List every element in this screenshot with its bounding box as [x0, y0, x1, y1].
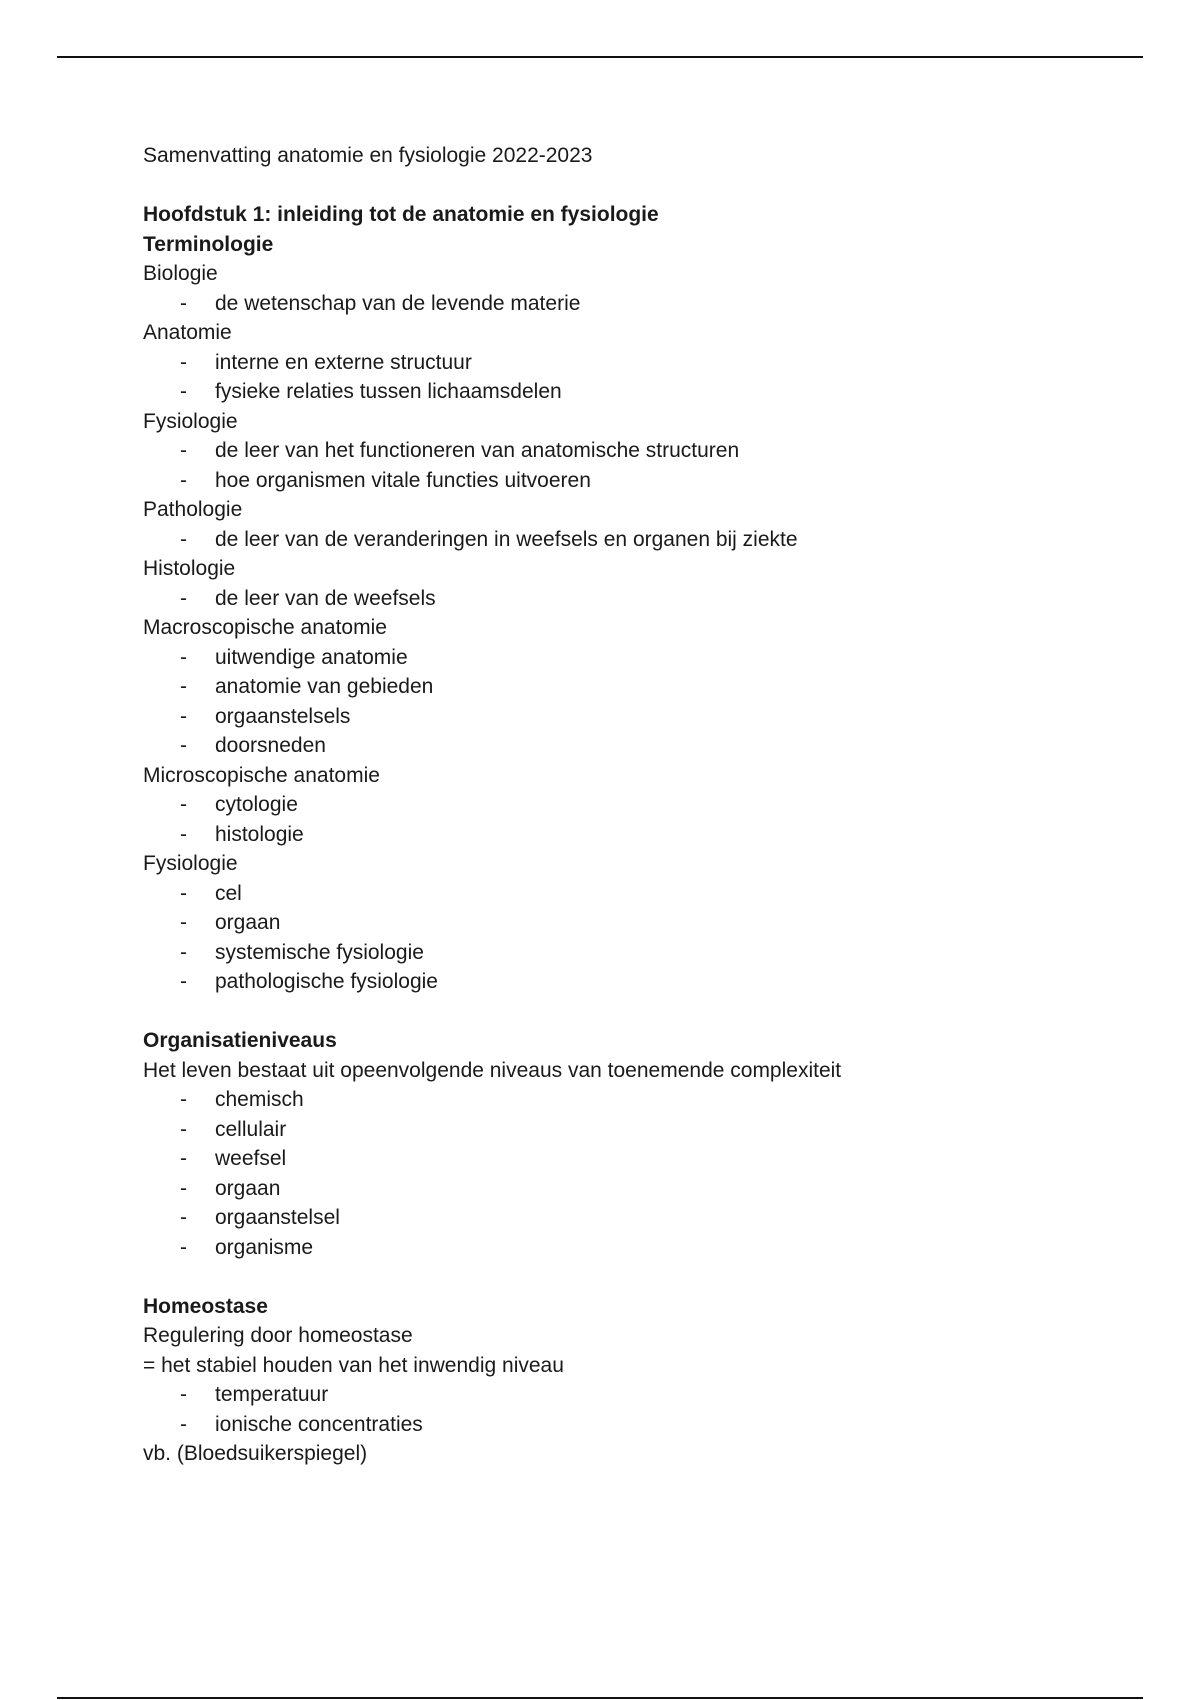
homeostasis-line-1: Regulering door homeostase	[143, 1324, 413, 1347]
bullet-item	[143, 436, 1103, 466]
bullet-text: cellulair	[215, 1117, 287, 1141]
bullet-dash: -	[180, 1206, 187, 1229]
header-rule	[57, 56, 1143, 58]
homeostasis-example: vb. (Bloedsuikerspiegel)	[143, 1442, 368, 1465]
bullet-item	[143, 584, 1103, 614]
homeostasis-list	[143, 1380, 1103, 1439]
bullet-item	[143, 1233, 1103, 1263]
bullet-item	[143, 1174, 1103, 1204]
bullet-text: fysieke relaties tussen lichaamsdelen	[215, 380, 562, 403]
bullet-dash: -	[180, 527, 187, 551]
bullet-text: histologie	[215, 822, 304, 846]
bullet-item	[143, 289, 1103, 319]
term-label: Biologie	[143, 262, 218, 285]
bullet-text: orgaanstelsel	[215, 1206, 340, 1229]
spacer	[143, 1262, 1103, 1292]
bullet-text: orgaan	[215, 1176, 281, 1200]
bullet-text: organisme	[215, 1235, 314, 1259]
bullet-dash: -	[180, 586, 187, 610]
bullet-text: cytologie	[215, 793, 298, 816]
bullet-text: temperatuur	[215, 1383, 329, 1406]
bullet-dash: -	[180, 793, 187, 816]
bullet-text: orgaanstelsels	[215, 704, 351, 728]
bullet-item	[143, 1115, 1103, 1145]
bullet-text: pathologische fysiologie	[215, 970, 438, 993]
bullet-item	[143, 938, 1103, 968]
bullet-item	[143, 1144, 1103, 1174]
spacer	[143, 171, 1103, 201]
organisation-heading: Organisatieniveaus	[143, 1029, 337, 1052]
bullet-dash: -	[180, 675, 187, 698]
document-title: Samenvatting anatomie en fysiologie 2022-2023	[143, 144, 593, 167]
bullet-item	[143, 672, 1103, 702]
bullet-dash: -	[180, 468, 187, 492]
bullet-item	[143, 820, 1103, 850]
bullet-text: systemische fysiologie	[215, 940, 424, 964]
bullet-text: doorsneden	[215, 734, 326, 757]
bullet-text: de leer van de weefsels	[215, 586, 436, 610]
bullet-item	[143, 702, 1103, 732]
bullet-item	[143, 525, 1103, 555]
term-label: Anatomie	[143, 321, 232, 344]
organisation-intro: Het leven bestaat uit opeenvolgende niveaus van toenemende complexiteit	[143, 1058, 842, 1082]
bullet-dash: -	[180, 1088, 187, 1111]
bullet-item	[143, 879, 1103, 909]
bullet-text: de wetenschap van de levende materie	[215, 291, 581, 315]
bullet-item	[143, 1410, 1103, 1440]
terminology-heading: Terminologie	[143, 232, 274, 256]
bullet-dash: -	[180, 881, 187, 905]
bullet-text: de leer van de veranderingen in weefsels en organen bij ziekte	[215, 527, 798, 551]
bullet-dash: -	[180, 1235, 187, 1259]
bullet-dash: -	[180, 439, 187, 462]
term-label: Fysiologie	[143, 852, 238, 875]
terminology-list	[143, 259, 1103, 997]
bullet-dash: -	[180, 1147, 187, 1170]
bullet-item	[143, 908, 1103, 938]
bullet-dash: -	[180, 911, 187, 934]
spacer	[143, 997, 1103, 1027]
bullet-item	[143, 377, 1103, 407]
bullet-text: hoe organismen vitale functies uitvoeren	[215, 468, 591, 492]
bullet-text: weefsel	[215, 1147, 287, 1170]
document-body	[143, 141, 1103, 1469]
bullet-dash: -	[180, 734, 187, 757]
bullet-item	[143, 1203, 1103, 1233]
term-label: Histologie	[143, 557, 236, 580]
footer-rule	[57, 1697, 1143, 1699]
chapter-heading: Hoofdstuk 1: inleiding tot de anatomie en fysiologie	[143, 203, 659, 226]
bullet-text: orgaan	[215, 911, 281, 934]
bullet-item	[143, 731, 1103, 761]
bullet-dash: -	[180, 380, 187, 403]
bullet-dash: -	[180, 1176, 187, 1200]
bullet-dash: -	[180, 1117, 187, 1141]
bullet-text: uitwendige anatomie	[215, 645, 408, 669]
bullet-text: ionische concentraties	[215, 1412, 423, 1436]
bullet-item	[143, 1085, 1103, 1115]
bullet-text: de leer van het functioneren van anatomische structuren	[215, 439, 740, 462]
bullet-text: chemisch	[215, 1088, 304, 1111]
term-label: Macroscopische anatomie	[143, 616, 387, 639]
term-label: Microscopische anatomie	[143, 763, 380, 787]
bullet-dash: -	[180, 822, 187, 846]
bullet-dash: -	[180, 645, 187, 669]
bullet-dash: -	[180, 291, 187, 315]
bullet-dash: -	[180, 350, 187, 374]
organisation-list	[143, 1085, 1103, 1262]
homeostasis-line-2: = het stabiel houden van het inwendig niveau	[143, 1353, 564, 1377]
bullet-item	[143, 1380, 1103, 1410]
bullet-text: interne en externe structuur	[215, 350, 472, 374]
bullet-text: cel	[215, 881, 242, 905]
bullet-dash: -	[180, 1412, 187, 1436]
bullet-dash: -	[180, 940, 187, 964]
bullet-text: anatomie van gebieden	[215, 675, 434, 698]
bullet-item	[143, 348, 1103, 378]
term-label: Pathologie	[143, 498, 243, 521]
bullet-dash: -	[180, 970, 187, 993]
homeostasis-heading: Homeostase	[143, 1294, 268, 1318]
bullet-item	[143, 466, 1103, 496]
bullet-item	[143, 790, 1103, 820]
bullet-dash: -	[180, 1383, 187, 1406]
bullet-item	[143, 967, 1103, 997]
bullet-dash: -	[180, 704, 187, 728]
bullet-item	[143, 643, 1103, 673]
term-label: Fysiologie	[143, 409, 238, 433]
